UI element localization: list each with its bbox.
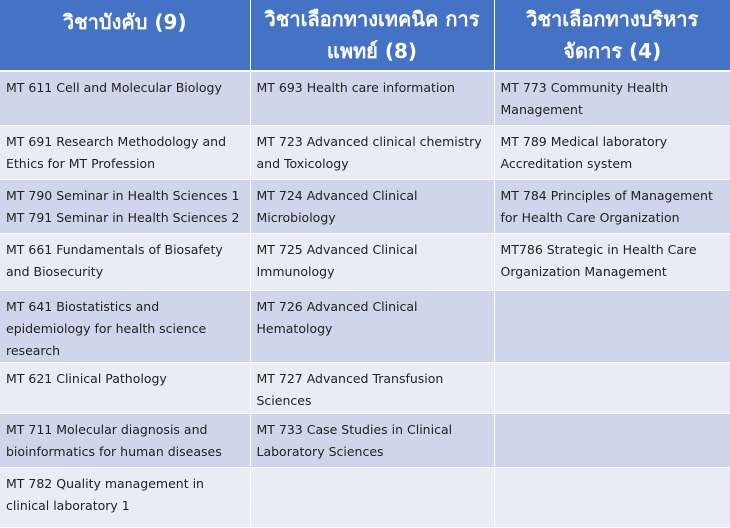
table-row — [0, 467, 730, 527]
table-row — [0, 71, 730, 125]
header-required-courses: วิชาบังคับ (9) — [0, 0, 250, 71]
table-row — [0, 362, 730, 413]
technical-elective-cell: MT 724 Advanced Clinical Microbiology — [250, 179, 494, 233]
management-elective-cell: MT 784 Principles of Management for Health Care Organization — [494, 179, 730, 233]
table-row — [0, 290, 730, 362]
table-row — [0, 233, 730, 290]
required-course-cell: MT 790 Seminar in Health Sciences 1 MT 791 Seminar in Health Sciences 2 — [0, 179, 250, 233]
required-course-cell: MT 711 Molecular diagnosis and bioinformatics for human diseases — [0, 413, 250, 467]
management-elective-cell — [494, 467, 730, 527]
header-management-electives: วิชาเลือกทางบริหารจัดการ (4) — [494, 0, 730, 71]
required-course-cell: MT 641 Biostatistics and epidemiology for health science research — [0, 290, 250, 362]
technical-elective-cell — [250, 467, 494, 527]
required-course-cell: MT 661 Fundamentals of Biosafety and Biosecurity — [0, 233, 250, 290]
technical-elective-cell: MT 726 Advanced Clinical Hematology — [250, 290, 494, 362]
table-row — [0, 179, 730, 233]
table-row — [0, 125, 730, 179]
header-row — [0, 0, 730, 71]
technical-elective-cell: MT 723 Advanced clinical chemistry and Toxicology — [250, 125, 494, 179]
technical-elective-cell: MT 733 Case Studies in Clinical Laboratory Sciences — [250, 413, 494, 467]
management-elective-cell: MT 789 Medical laboratory Accreditation system — [494, 125, 730, 179]
header-technical-electives: วิชาเลือกทางเทคนิค การแพทย์ (8) — [250, 0, 494, 71]
required-course-cell: MT 621 Clinical Pathology — [0, 362, 250, 413]
management-elective-cell — [494, 362, 730, 413]
management-elective-cell: MT786 Strategic in Health Care Organization Management — [494, 233, 730, 290]
management-elective-cell — [494, 413, 730, 467]
technical-elective-cell: MT 727 Advanced Transfusion Sciences — [250, 362, 494, 413]
management-elective-cell — [494, 290, 730, 362]
required-course-cell: MT 691 Research Methodology and Ethics for MT Profession — [0, 125, 250, 179]
table-row — [0, 413, 730, 467]
technical-elective-cell: MT 725 Advanced Clinical Immunology — [250, 233, 494, 290]
required-course-cell: MT 782 Quality management in clinical laboratory 1 — [0, 467, 250, 527]
management-elective-cell: MT 773 Community Health Management — [494, 71, 730, 125]
required-course-cell: MT 611 Cell and Molecular Biology — [0, 71, 250, 125]
technical-elective-cell: MT 693 Health care information — [250, 71, 494, 125]
